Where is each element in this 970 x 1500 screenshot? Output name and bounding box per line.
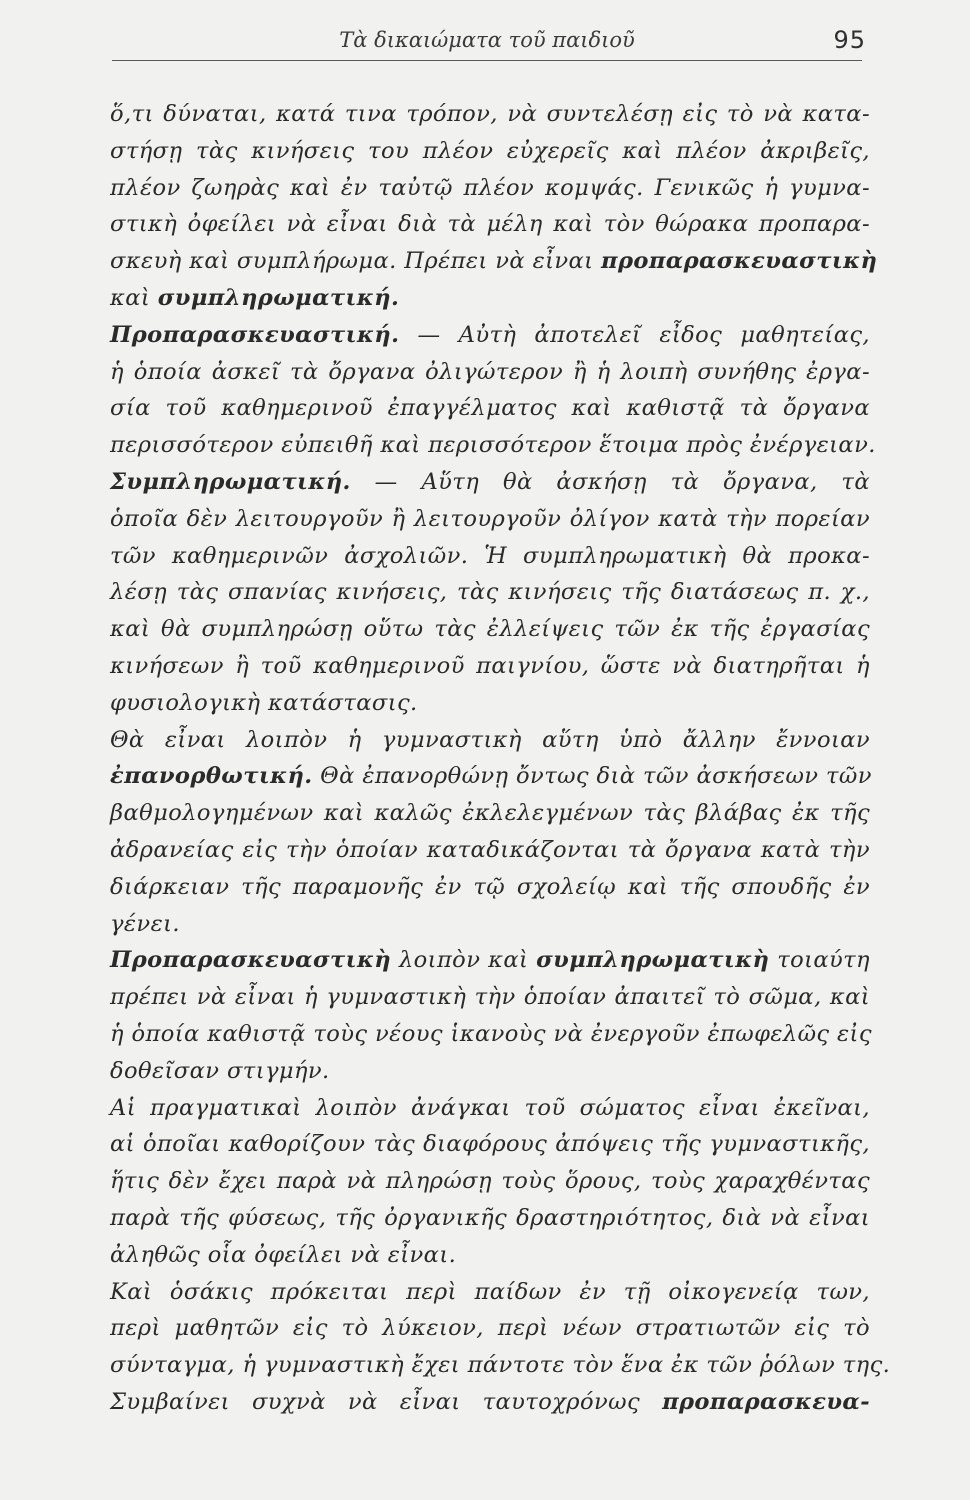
- bold-term: Συμπληρωματική.: [110, 468, 351, 495]
- text-run: σύνταγμα, ἡ γυμναστικὴ ἔχει πάντοτε τὸν ἕνα ἐκ τῶν ῥόλων της.: [110, 1352, 891, 1379]
- text-run: διάρκειαν τῆς παραμονῆς ἐν τῷ σχολείῳ καὶ τῆς σπουδῆς ἐν: [110, 873, 870, 900]
- text-line: [110, 906, 870, 943]
- text-line: [110, 832, 870, 869]
- text-line: [110, 722, 870, 759]
- text-run: Αἱ πραγματικαὶ λοιπὸν ἀνάγκαι τοῦ σώματος εἶναι ἐκεῖναι,: [110, 1094, 870, 1121]
- text-run: καὶ θὰ συμπληρώσῃ οὕτω τὰς ἐλλείψεις τῶν ἐκ τῆς ἐργασίας: [110, 616, 870, 643]
- text-line: [110, 538, 870, 575]
- text-run: γένει.: [110, 910, 180, 937]
- text-run: στήσῃ τὰς κινήσεις του πλέον εὐχερεῖς καὶ πλέον ἀκριβεῖς,: [110, 137, 870, 164]
- body-text: [110, 96, 891, 1421]
- text-line: [110, 243, 878, 280]
- text-run: ἡ ὁποία καθιστᾷ τοὺς νέους ἱκανοὺς νὰ ἐνεργοῦν ἐπωφελῶς εἰς: [110, 1020, 872, 1047]
- text-run: ὁποῖα δὲν λειτουργοῦν ἢ λειτουργοῦν ὀλίγον κατὰ τὴν πορείαν: [110, 505, 870, 532]
- text-line: [110, 1274, 870, 1311]
- text-run: τῶν καθημερινῶν ἀσχολιῶν. Ἡ συμπληρωματικὴ θὰ προκα-: [110, 542, 870, 569]
- text-run: πλέον ζωηρὰς καὶ ἐν ταὐτῷ πλέον κομψάς. Γενικῶς ἡ γυμνα-: [110, 174, 870, 201]
- text-run: — Αὕτη θὰ ἀσκήσῃ τὰ ὄργανα, τὰ: [350, 468, 870, 495]
- bold-term: συμπληρωματικὴ: [536, 947, 770, 974]
- text-run: Καὶ ὁσάκις πρόκειται περὶ παίδων ἐν τῇ οἰκογενείᾳ των,: [110, 1278, 870, 1305]
- text-run: πρέπει νὰ εἶναι ἡ γυμναστικὴ τὴν ὁποίαν ἀπαιτεῖ τὸ σῶμα, καὶ: [110, 984, 870, 1011]
- text-line: [110, 1016, 870, 1053]
- text-run: λέσῃ τὰς σπανίας κινήσεις, τὰς κινήσεις τῆς διατάσεως π. χ.,: [110, 579, 870, 606]
- bold-term: Προπαρασκευαστικὴ: [110, 947, 392, 974]
- text-run: Θὰ ἐπανορθώνῃ ὄντως διὰ τῶν ἀσκήσεων τῶν: [312, 763, 872, 790]
- running-title: Τὰ δικαιώματα τοῦ παιδιοῦ: [339, 28, 635, 52]
- text-run: σκευὴ καὶ συμπλήρωμα. Πρέπει νὰ εἶναι: [110, 248, 602, 275]
- text-line: [110, 1237, 870, 1274]
- text-run: λοιπὸν καὶ: [391, 947, 537, 974]
- text-line: [110, 1310, 870, 1347]
- text-run: περὶ μαθητῶν εἰς τὸ λύκειον, περὶ νέων στρατιωτῶν εἰς τὸ: [110, 1315, 870, 1342]
- text-run: αἱ ὁποῖαι καθορίζουν τὰς διαφόρους ἀπόψεις τῆς γυμναστικῆς,: [110, 1131, 870, 1158]
- text-line: [110, 501, 870, 538]
- text-line: [110, 206, 870, 243]
- text-run: Θὰ εἶναι λοιπὸν ἡ γυμναστικὴ αὕτη ὑπὸ ἄλλην ἔννοιαν: [110, 726, 870, 753]
- text-run: παρὰ τῆς φύσεως, τῆς ὀργανικῆς δραστηριότητος, διὰ νὰ εἶναι: [110, 1204, 870, 1231]
- text-line: [110, 685, 870, 722]
- text-run: κινήσεων ἢ τοῦ καθημερινοῦ παιγνίου, ὥστε νὰ διατηρῆται ἡ: [110, 652, 870, 679]
- text-run: ἀληθῶς οἷα ὀφείλει νὰ εἶναι.: [110, 1241, 457, 1268]
- text-line: [110, 648, 870, 685]
- bold-term: συμπληρωματική.: [157, 284, 400, 311]
- header-rule: [112, 60, 862, 61]
- bold-term: Προπαρασκευαστική.: [110, 321, 400, 348]
- text-line: [110, 354, 870, 391]
- text-line: [110, 1163, 870, 1200]
- text-run: καὶ: [110, 284, 158, 311]
- text-line: [110, 869, 870, 906]
- bold-term: προπαρασκευα-: [662, 1388, 870, 1415]
- bold-term: ἐπανορθωτική.: [110, 763, 313, 790]
- text-line: [110, 795, 870, 832]
- text-line: [110, 1053, 870, 1090]
- text-run: Συμβαίνει συχνὰ νὰ εἶναι ταυτοχρόνως: [110, 1388, 663, 1415]
- text-line: [110, 574, 870, 611]
- text-run: περισσότερον εὐπειθῆ καὶ περισσότερον ἕτοιμα πρὸς ἐνέργειαν.: [110, 432, 876, 459]
- text-run: ἥτις δὲν ἔχει παρὰ νὰ πληρώσῃ τοὺς ὅρους, τοὺς χαραχθέντας: [110, 1168, 870, 1195]
- text-line: [110, 942, 870, 979]
- text-run: δοθεῖσαν στιγμήν.: [110, 1057, 330, 1084]
- running-head: [112, 24, 866, 56]
- text-line: [110, 1090, 870, 1127]
- text-line: [110, 96, 870, 133]
- text-line: [110, 979, 870, 1016]
- text-run: τοιαύτη: [769, 947, 870, 974]
- text-line: [110, 280, 870, 317]
- text-line: [110, 1126, 870, 1163]
- text-line: [110, 611, 870, 648]
- text-run: — Αὐτὴ ἀποτελεῖ εἶδος μαθητείας,: [399, 321, 870, 348]
- text-run: ἀδρανείας εἰς τὴν ὁποίαν καταδικάζονται τὰ ὄργανα κατὰ τὴν: [110, 836, 870, 863]
- text-run: σία τοῦ καθημερινοῦ ἐπαγγέλματος καὶ καθιστᾷ τὰ ὄργανα: [110, 395, 870, 422]
- text-run: ἡ ὁποία ἀσκεῖ τὰ ὄργανα ὀλιγώτερον ἢ ἡ λοιπὴ συνήθης ἐργα-: [110, 358, 870, 385]
- text-line: [110, 390, 870, 427]
- page-number: 95: [833, 26, 866, 54]
- text-run: στικὴ ὀφείλει νὰ εἶναι διὰ τὰ μέλη καὶ τὸν θώρακα προπαρα-: [110, 211, 870, 238]
- text-line: [110, 1384, 870, 1421]
- text-line: [110, 1200, 870, 1237]
- bold-term: προπαρασκευαστικὴ: [601, 248, 878, 275]
- text-run: βαθμολογημένων καὶ καλῶς ἐκλελεγμένων τὰς βλάβας ἐκ τῆς: [110, 800, 870, 827]
- text-line: [110, 464, 870, 501]
- text-run: φυσιολογικὴ κατάστασις.: [110, 689, 418, 716]
- text-line: [110, 133, 870, 170]
- text-line: [110, 1347, 891, 1384]
- text-line: [110, 170, 870, 207]
- text-line: [110, 427, 876, 464]
- text-run: ὅ,τι δύναται, κατά τινα τρόπον, νὰ συντελέσῃ εἰς τὸ νὰ κατα-: [110, 101, 870, 127]
- text-line: [110, 317, 870, 354]
- text-line: [110, 758, 870, 795]
